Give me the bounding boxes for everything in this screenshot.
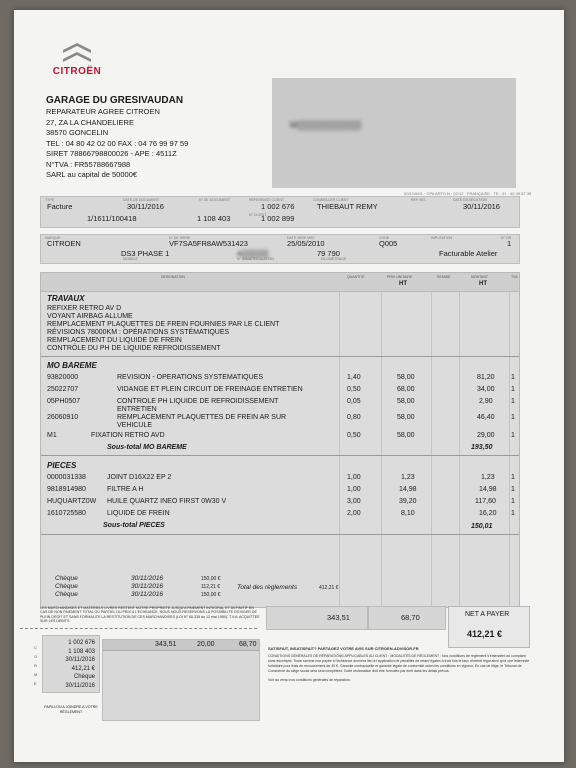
payment-list: Chèque Chèque Chèque [55, 575, 78, 598]
terms-text: CONDITIONS GÉNÉRALES DE RÉPARATIONS APPLICABLES AU CLIENT · MODALITÉS DE RÈGLEMENT : Nos conditions de règlement s'entendent au comptant sans escompte. Toute somme non payée à l'échéance donnera lieu à l'application de pénalités de retard égales à trois fois le taux d'intérêt légal ainsi qu'à une indemnité forfaitaire pour frais de recouvrement de 40 €. Garantie contractuelle et garantie légale de conformité selon les conditions en vigueur. En cas de litige, le Tribunal de Commerce du siège social sera seul compétent. Toute réclamation doit être formulée par écrit dans les délais prévus. [268, 654, 530, 673]
brand-name: CITROËN [52, 66, 102, 77]
label-doc-number: N° DE DOCUMENT [199, 198, 230, 202]
col-amount-ht: HT [479, 281, 487, 287]
client-number: 1 002 899 [261, 214, 295, 223]
stub-date: 30/11/2016 [65, 657, 95, 663]
mo-subtotal: 193,50 [471, 444, 493, 451]
col-qty: QUANTITÉ [347, 275, 365, 279]
invoice-sheet [14, 10, 564, 762]
label-plate: N° IMMATRICULATION [237, 257, 274, 261]
label-vin: N° DE SERIE [169, 236, 191, 240]
exec-date: 30/11/2016 [463, 202, 500, 211]
terms-footer: Voir au verso nos conditions générales de réparation. [268, 678, 351, 682]
label-mileage: KILOMÉTRAGE [321, 257, 347, 261]
doc-type: Facture [47, 202, 73, 211]
stub-method-date: 30/11/2016 [65, 682, 95, 689]
stub-client: 1 002 676 [68, 640, 95, 646]
stub-total-box [102, 639, 260, 721]
document-header [40, 196, 520, 228]
payments-total: 412,21 € [319, 585, 339, 591]
doc-number: 1 108 403 [197, 214, 231, 223]
payment-dates: 30/11/2016 30/11/2016 30/11/2016 [131, 575, 164, 598]
net-to-pay-box [448, 606, 530, 648]
total-vat-box [368, 606, 446, 630]
work-line: REMPLACEMENT PLAQUETTES DE FREIN FOURNIES PAR LE CLIENT [47, 321, 280, 328]
terms-section [268, 646, 530, 746]
double-chevron-icon [60, 40, 94, 64]
work-line: RÉVISIONS 78000KM : OPÉRATIONS SYSTÉMATIQUES [47, 329, 230, 336]
billing-type: Facturable Atelier [439, 249, 498, 258]
customer-name: M▒▒▒▒▒▒▒▒▒▒ [290, 120, 362, 130]
pieces-subtotal-label: Sous-total PIECES [103, 522, 165, 529]
garage-info [46, 94, 188, 181]
col-unit-price: PRIX UNITAIRE [387, 275, 413, 279]
stub-method: Chèque [73, 674, 95, 680]
mo-subtotal-label: Sous-total MO BAREME [107, 444, 187, 451]
advisor-name: THIEBAUT REMY [317, 202, 378, 211]
stub-values-box [42, 635, 100, 693]
stub-side-letters: C O R M E [34, 645, 38, 686]
garage-line: 27, ZA LA CHANDELIERE [46, 117, 134, 127]
label-exec-date: DATE D'EXÉCUTION [453, 198, 487, 202]
stub-amount: 412,21 € [71, 665, 95, 672]
stub-document: 1 108 403 [68, 648, 95, 655]
col-amount: MONTANT [471, 275, 489, 279]
order-qty: 1 [507, 239, 512, 248]
label-date: DATE DE DOCUMENT [123, 198, 160, 202]
garage-line: N°TVA : FR55788667988 [46, 159, 131, 169]
label-code: CODE [379, 236, 390, 240]
label-client-number: N° CLIENT [249, 213, 267, 217]
mileage: 79 790 [317, 249, 340, 258]
job-code: Q005 [379, 239, 398, 248]
work-line: CONTRÔLE DU PH DE LIQUIDE REFROIDISSEMENT [47, 345, 221, 352]
label-client-ref: REFERENCE CLIENT [249, 198, 285, 202]
col-vat: TVA [511, 275, 518, 279]
work-line: VOYANT AIRBAG ALLUME [47, 313, 133, 320]
net-to-pay-label: NET A PAYER [465, 611, 510, 618]
label-type: TYPE [45, 198, 55, 202]
vehicle-plate: A▒▒▒▒▒ [237, 249, 269, 258]
table-header [41, 273, 519, 292]
advisor-title: SATISFAIT, INSATISFAIT? PARTAGEZ VOTRE AVIS SUR CITROEN-ADVISOR.FR [268, 646, 419, 651]
legal-notice: LES MARCHANDISES ET MATERIELS LIVRES RESTENT NOTRE PROPRIETE JUSQU'A PAIEMENT INTEGRAL ET DEFINITIF EN CAS DE NON PAIEMENT TOTAL OU PARTIEL DU PRIX A L'ECHEANCE, NOUS NOUS RESERVONS LA POSSIBILITE D'EXIGER DE PLEIN DROIT ET SANS FORMALITE LA RESTITUTION DE CES MARCHANDISES (LOI N° 80-335 du 12 mai 1980). T.V.A. ACQUITTEE SUR LES DEBITS. [40, 606, 260, 623]
vehicle-make: CITROEN [47, 239, 81, 248]
customer-address-box [272, 78, 516, 188]
label-first-reg: DATE 1ERE MEC [287, 236, 315, 240]
vehicle-vin: VF7SA5FR8AW531423 [169, 239, 248, 248]
label-or: N° OR [501, 236, 512, 240]
vehicle-model: DS3 PHASE 1 [121, 249, 170, 258]
stub-total-vat: 68,70 [239, 641, 257, 648]
total-ht-box [266, 606, 368, 630]
garage-line: SIRET 78866798800026 - APE : 4511Z [46, 149, 177, 158]
citroen-logo [42, 40, 112, 77]
col-unit-price-ht: HT [399, 281, 407, 287]
section-mo: MO BAREME [47, 361, 97, 370]
pieces-subtotal: 150,01 [471, 523, 493, 530]
label-make: MARQUE [45, 236, 61, 240]
payment-stub [20, 628, 257, 725]
form-code: 00/1/16/01 · CPA ARTH.N · 02/12 · FRANÇAISE · TE · 01 · 40 49 57 35 [404, 191, 532, 196]
client-ref: 1 002 676 [261, 202, 295, 211]
section-travaux: TRAVAUX [47, 294, 85, 303]
vehicle-header [40, 234, 520, 264]
payment-amounts: 150,00 € 112,21 € 150,00 € [201, 576, 221, 598]
net-to-pay-amount: 412,21 € [467, 629, 503, 639]
payments-total-label: Total des règlements [237, 584, 298, 591]
col-designation: DESIGNATION [161, 275, 185, 279]
doc-reference: 1/1611/100418 [87, 214, 137, 223]
stub-total-ht: 343,51 [155, 641, 177, 648]
doc-date: 30/11/2016 [127, 202, 164, 211]
stub-note: PAPILLON A JOINDRE A VOTRE RÈGLEMENT [44, 705, 98, 714]
work-line: REMPLACEMENT DU LIQUIDE DE FREIN [47, 337, 182, 344]
garage-line: REPARATEUR AGREE CITROEN [46, 107, 160, 116]
col-discount: REMISE [437, 275, 451, 279]
total-vat: 68,70 [401, 613, 420, 622]
garage-name: GARAGE DU GRESIVAUDAN [46, 95, 184, 106]
garage-line: 38570 GONCELIN [46, 128, 109, 137]
label-imputation: IMPUTATION [431, 236, 453, 240]
first-registration: 25/05/2010 [287, 239, 325, 248]
garage-line: TEL : 04 80 42 02 00 FAX : 04 76 99 97 59 [46, 138, 189, 148]
stub-vat-rate: 20,00 [197, 641, 215, 648]
work-line: REFIXER RETRO AV D [47, 305, 122, 312]
label-model: MODELE [123, 257, 138, 261]
section-pieces: PIECES [47, 461, 77, 470]
label-advisor: CONSEILLER CLIENT [313, 198, 349, 202]
garage-line: SARL au capital de 50000€ [46, 170, 138, 179]
total-ht: 343,51 [327, 613, 350, 622]
invoice-table: DESIGNATION QUANTITÉ PRIX UNITAIRE HT REMISE MONTANT HT TVA TRAVAUX REFIXER RETRO AV D VOYANT AIRBAG ALLUME REMPLACEMENT PLAQUETTES DE FREIN FOURNIES PAR LE CLIENT RÉVISIONS 78000KM : OPÉRATIONS SYSTÉMATIQUES REMPLACEMENT DU LIQUIDE DE FREIN CONTRÔLE DU PH DE LIQUIDE REFROIDISSEMENT MO BAREME 93820000 REVISION - OPERATIONS SYSTEMATIQUES 1,40 58,00 81,20 1 25022707 VIDANGE ET PLEIN CIRCUIT DE FREINAGE ENTRETIEN 0,50 68,00 34,00 1 05PH0507 CONTROLE PH LIQUIDE DE REFROIDISSEMENT ENTRETIEN 0,05 58,00 2,90 1 26060910 REMPLACEMENT PLAQUETTES DE FREIN AR SUR VEHICULE 0,80 58,00 46,40 1 M1 FIXATION RETRO AVD 0,50 58,00 29,00 1 Sous-total MO BAREME 193,50 PIECES 0000031338 JOINT D16X22 EP 2 1,00 1,23 1,23 1 9818914980 FILTRE A H 1,00 14,98 14,98 1 HUQUARTZ0W HUILE QUARTZ INEO FIRST 0W30 V 3,00 39,20 117,60 1 1610725580 LIQUIDE DE FREIN 2,00 8,10 16,20 1 Sous-total PIECES 150,01 Chèque Chèque Chèque 30/11/2016 30/11/2016 30/11/2016 150,00 € 112,21 € 150,00 € Total des règlements 412,21 € [40, 272, 520, 608]
label-ref-int: REF. INT. [411, 198, 426, 202]
